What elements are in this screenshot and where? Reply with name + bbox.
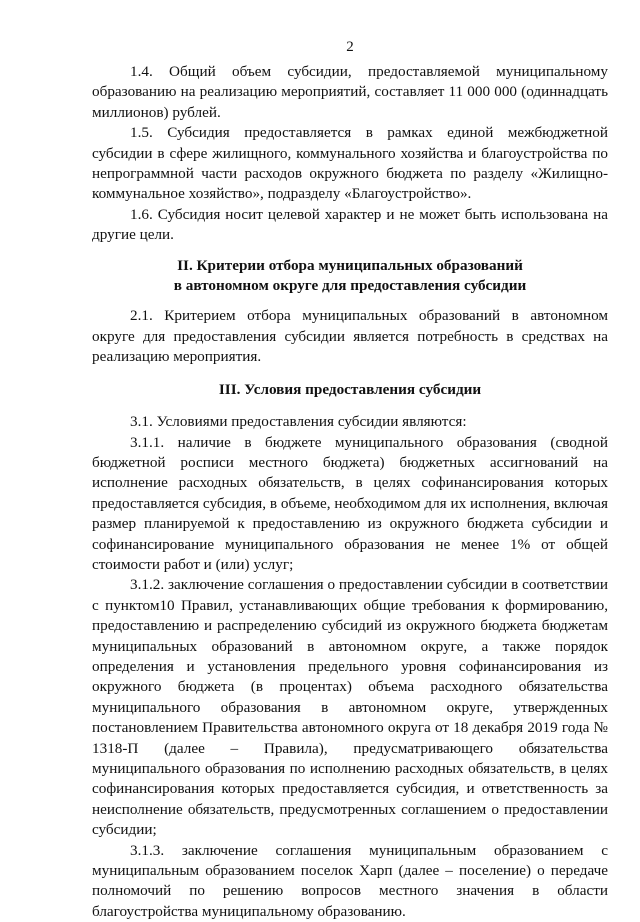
paragraph-1-4: 1.4. Общий объем субсидии, предоставляемой муниципальному образованию на реализацию мероприятий, составляет 11 000 000 (одиннадцать миллионов) рублей. bbox=[92, 63, 608, 121]
paragraph-1-6: 1.6. Субсидия носит целевой характер и не может быть использована на другие цели. bbox=[92, 205, 608, 244]
paragraph-2-1: 2.1. Критерием отбора муниципальных образований в автономном округе для предоставления субсидии является потребность в средствах на реализацию мероприятия. bbox=[92, 307, 608, 366]
paragraph-3-1: 3.1. Условиями предоставления субсидии являются: bbox=[130, 413, 467, 431]
paragraph-1-5: 1.5. Субсидия предоставляется в рамках единой межбюджетной субсидии в сфере жилищного, коммунального хозяйства и благоустройства по непрограммной части расходов окружного бюджета по разделу «Жилищно-коммунальное хозяйство», подразделу «Благоустройство». bbox=[92, 124, 608, 203]
paragraph-3-1-2: 3.1.2. заключение соглашения о предоставлении субсидии в соответствии с пунктом10 Правил, устанавливающих общие требования к формированию, предоставлению и распределению субсидий из окружного бюджета бюджетам муниципальных образований в автономном округе, а также порядок определения и установления предельного уровня софинансирования из окружного бюджета (в процентах) объема расходного обязательства муниципального образования в автономном округе, утвержденных постановлением Правительства автономного округа от 18 декабря 2019 года № 1318-П (далее – Правила), предусматривающего обязательства муниципального образования по исполнению расходных обязательств, в целях софинансирования которых предоставляется субсидия, и ответственность за неисполнение обязательств, предусмотренных соглашением о предоставлении субсидии; bbox=[92, 576, 608, 839]
paragraph-3-1-3: 3.1.3. заключение соглашения муниципальным образованием с муниципальным образованием поселок Харп (далее – поселение) о передаче полномочий по решению вопросов местного значения в области благоустройства муниципальному образованию. bbox=[92, 841, 608, 920]
page-number: 2 bbox=[346, 39, 354, 55]
section-2-heading-line-2: в автономном округе для предоставления субсидии bbox=[173, 277, 527, 295]
section-2-heading-line-1: II. Критерии отбора муниципальных образований bbox=[177, 256, 523, 274]
paragraph-3-1-1: 3.1.1. наличие в бюджете муниципального образования (сводной бюджетной росписи местного бюджета) бюджетных ассигнований на исполнение расходных обязательств, в целях софинансирования которых предоставляется субсидия, в объеме, необходимом для их исполнения, включая размер планируемой к предоставлению из окружного бюджета субсидии и софинансирование муниципального образования не менее 1% от общей стоимости работ и (или) услуг; bbox=[92, 433, 608, 573]
section-3-heading: III. Условия предоставления субсидии bbox=[218, 380, 482, 398]
